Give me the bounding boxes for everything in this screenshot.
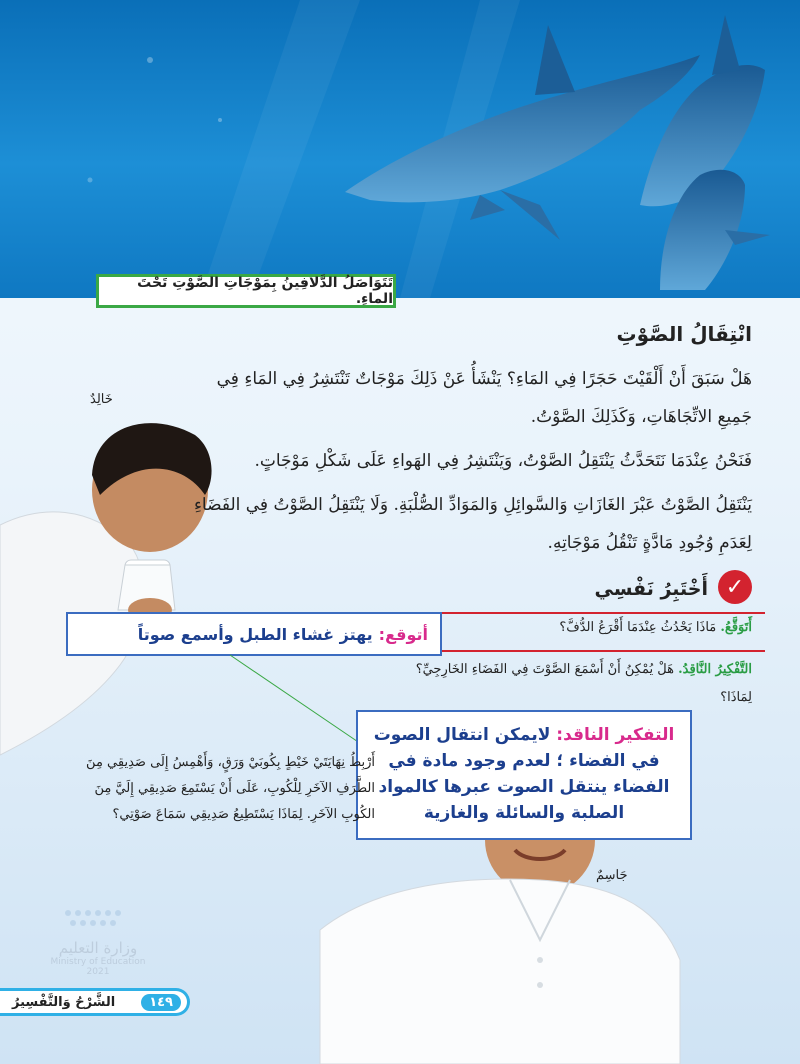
answer-1-text: يهتز غشاء الطبل وأسمع صوتاً bbox=[137, 624, 373, 644]
answer-2-key: التفكير الناقد: bbox=[556, 725, 675, 745]
ministry-logo-icon bbox=[58, 905, 138, 935]
question-2-text: هَلْ يُمْكِنُ أَنْ أَسْمَعَ الصَّوْتَ فِي الفَضَاءِ الخَارِجِيِّ؟ bbox=[415, 662, 674, 677]
answer-1-key: أتوقع: bbox=[378, 624, 428, 644]
answer-box-2 bbox=[356, 710, 692, 840]
page-number: ١٤٩ bbox=[141, 994, 181, 1011]
paragraph-1: هَلْ سَبَقَ أَنْ أَلْقَيْتَ حَجَرًا فِي المَاءِ؟ يَنْشَأُ عَنْ ذَلِكَ مَوْجَاتٌ تَنْتَشِرُ فِي المَاءِ فِي جَمِيعِ الاتِّجَاهَاتِ، وَكَذَلِكَ الصَّوْتُ. bbox=[216, 369, 752, 427]
ministry-name-ar: وزارة التعليم bbox=[58, 939, 138, 957]
ministry-year: 2021 bbox=[86, 967, 110, 977]
dolphins-illustration bbox=[0, 0, 800, 298]
hero-dolphin-photo bbox=[0, 0, 800, 298]
paragraph-3: يَنْتَقِلُ الصَّوْتُ عَبْرَ الغَازَاتِ وَالسَّوائِلِ وَالمَوَادِّ الصُّلْبَةِ. وَلَا يَنْتَقِلُ الصَّوْتُ فِي الفَضَاءِ لِعَدَمِ وُجُودِ مَادَّةٍ تَنْقُلُ مَوْجَاتِهِ. bbox=[193, 495, 752, 553]
answer-2-text: لايمكن انتقال الصوت في الفضاء ؛ لعدم وجود مادة في الفضاء ينتقل الصوت عبرها كالمواد الصلبة والسائلة والغازية bbox=[373, 725, 670, 823]
test-title: أَخْتَبِرُ نَفْسِي bbox=[594, 578, 708, 600]
footer-bar bbox=[0, 988, 190, 1016]
question-divider bbox=[440, 612, 765, 614]
question-1-text: مَاذَا يَحْدُثُ عِنْدَمَا أَقْرَعُ الدُّفَّ؟ bbox=[559, 620, 717, 635]
question-1-key: أَتَوَقَّعُ. bbox=[720, 620, 752, 635]
question-1 bbox=[559, 620, 752, 635]
footer-title: الشَّرْحُ وَالتَّفْسِيرُ bbox=[12, 994, 116, 1010]
ministry-logo bbox=[28, 905, 168, 977]
question-2-key: التَّفْكِيرُ النَّاقِدُ. bbox=[678, 662, 752, 677]
check-icon: ✓ bbox=[718, 570, 752, 604]
question-2 bbox=[416, 662, 752, 677]
question-divider bbox=[440, 650, 765, 652]
hero-caption: تَتَوَاصَلُ الدَّلافِينُ بِمَوْجَاتِ الصَّوْتِ تَحْتَ الماءِ. bbox=[96, 274, 396, 308]
question-2-line2: لِمَاذَا؟ bbox=[720, 690, 752, 705]
section-title: انْتِقَالُ الصَّوْتِ bbox=[616, 322, 752, 346]
ministry-name-en: Ministry of Education bbox=[50, 957, 146, 967]
paragraph-2: فَنَحْنُ عِنْدَمَا نَتَحَدَّثُ يَنْتَقِلُ الصَّوْتُ، وَيَنْتَشِرُ فِي الهَواءِ عَلَى شَكْلِ مَوْجَاتٍ. bbox=[254, 451, 752, 471]
name-label-jasim: جَاسِمٌ bbox=[596, 868, 628, 883]
name-label-khalid: خَالِدٌ bbox=[90, 392, 113, 407]
activity-text: أَرْبِطُ نِهَايَتَيْ خَيْطٍ بِكُوبَيْ وَرَقٍ، وَأَهْمِسُ إِلَى صَدِيقِي مِنَ الطَّرَفِ الآخَرِ لِلْكُوبِ، عَلَى أَنْ يَسْتَمِعَ صَدِيقِي إِلَيَّ مِنَ الكُوبِ الآخَرِ. لِمَاذَا يَسْتَطِيعُ صَدِيقِي سَمَاعَ صَوْتِي؟ bbox=[86, 755, 375, 822]
